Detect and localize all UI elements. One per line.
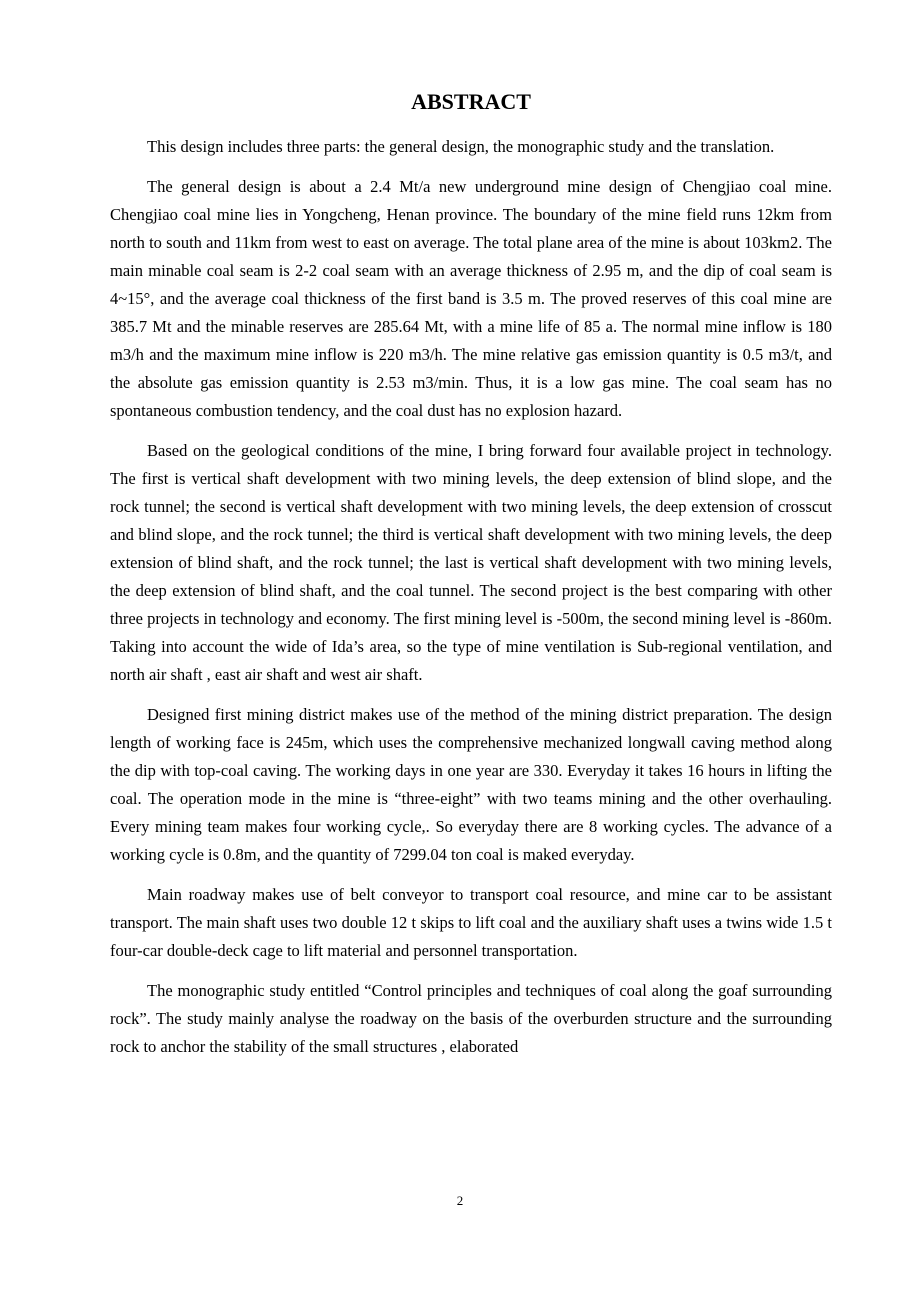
paragraph-transport: Main roadway makes use of belt conveyor to transport coal resource, and mine car to be assistant transport. The main shaft uses two double 12 t skips to lift coal and the auxiliary shaft uses a twins wide 1.5 t four-car double-deck cage to lift material and personnel transportation.	[110, 885, 832, 960]
page-title: ABSTRACT	[411, 89, 531, 114]
paragraph-general-design: The general design is about a 2.4 Mt/a new underground mine design of Chengjiao coal mine. Chengjiao coal mine lies in Yongcheng, Henan province. The boundary of the mine field runs 12km from north to south and 11km from west to east on average. The total plane area of the mine is about 103km2. The main minable coal seam is 2-2 coal seam with an average thickness of 2.95 m, and the dip of coal seam is 4~15°, and the average coal thickness of the first band is 3.5 m. The proved reserves of this coal mine are 385.7 Mt and the minable reserves are 285.64 Mt, with a mine life of 85 a. The normal mine inflow is 180 m3/h and the maximum mine inflow is 220 m3/h. The mine relative gas emission quantity is 0.5 m3/t, and the absolute gas emission quantity is 2.53 m3/min. Thus, it is a low gas mine. The coal seam has no spontaneous combustion tendency, and the coal dust has no explosion hazard.	[110, 177, 832, 420]
paragraph-monographic-study: The monographic study entitled “Control principles and techniques of coal along the goaf surrounding rock”. The study mainly analyse the roadway on the basis of the overburden structure and the surrounding rock to anchor the stability of the small structures , elaborated	[110, 981, 832, 1056]
paragraph-mining-district: Designed first mining district makes use of the method of the mining district preparation. The design length of working face is 245m, which uses the comprehensive mechanized longwall caving method along the dip with top-coal caving. The working days in one year are 330. Everyday it takes 16 hours in lifting the coal. The operation mode in the mine is “three-eight” with two teams mining and the other overhauling. Every mining team makes four working cycle,. So everyday there are 8 working cycles. The advance of a working cycle is 0.8m, and the quantity of 7299.04 ton coal is maked everyday.	[110, 705, 832, 864]
document-page	[110, 88, 832, 1073]
page-number: 2	[456, 1193, 464, 1208]
paragraph-projects: Based on the geological conditions of the mine, I bring forward four available project in technology. The first is vertical shaft development with two mining levels, the deep extension of blind slope, and the rock tunnel; the second is vertical shaft development with two mining levels, the deep extension of crosscut and blind slope, and the rock tunnel; the third is vertical shaft development with two mining levels, the deep extension of blind shaft, and the rock tunnel; the last is vertical shaft development with two mining levels, the deep extension of blind shaft, and the coal tunnel. The second project is the best comparing with other three projects in technology and economy. The first mining level is -500m, the second mining level is -860m. Taking into account the wide of Ida’s area, so the type of mine ventilation is Sub-regional ventilation, and north air shaft , east air shaft and west air shaft.	[110, 441, 832, 684]
paragraph-overview: This design includes three parts: the general design, the monographic study and the translation.	[147, 137, 775, 156]
